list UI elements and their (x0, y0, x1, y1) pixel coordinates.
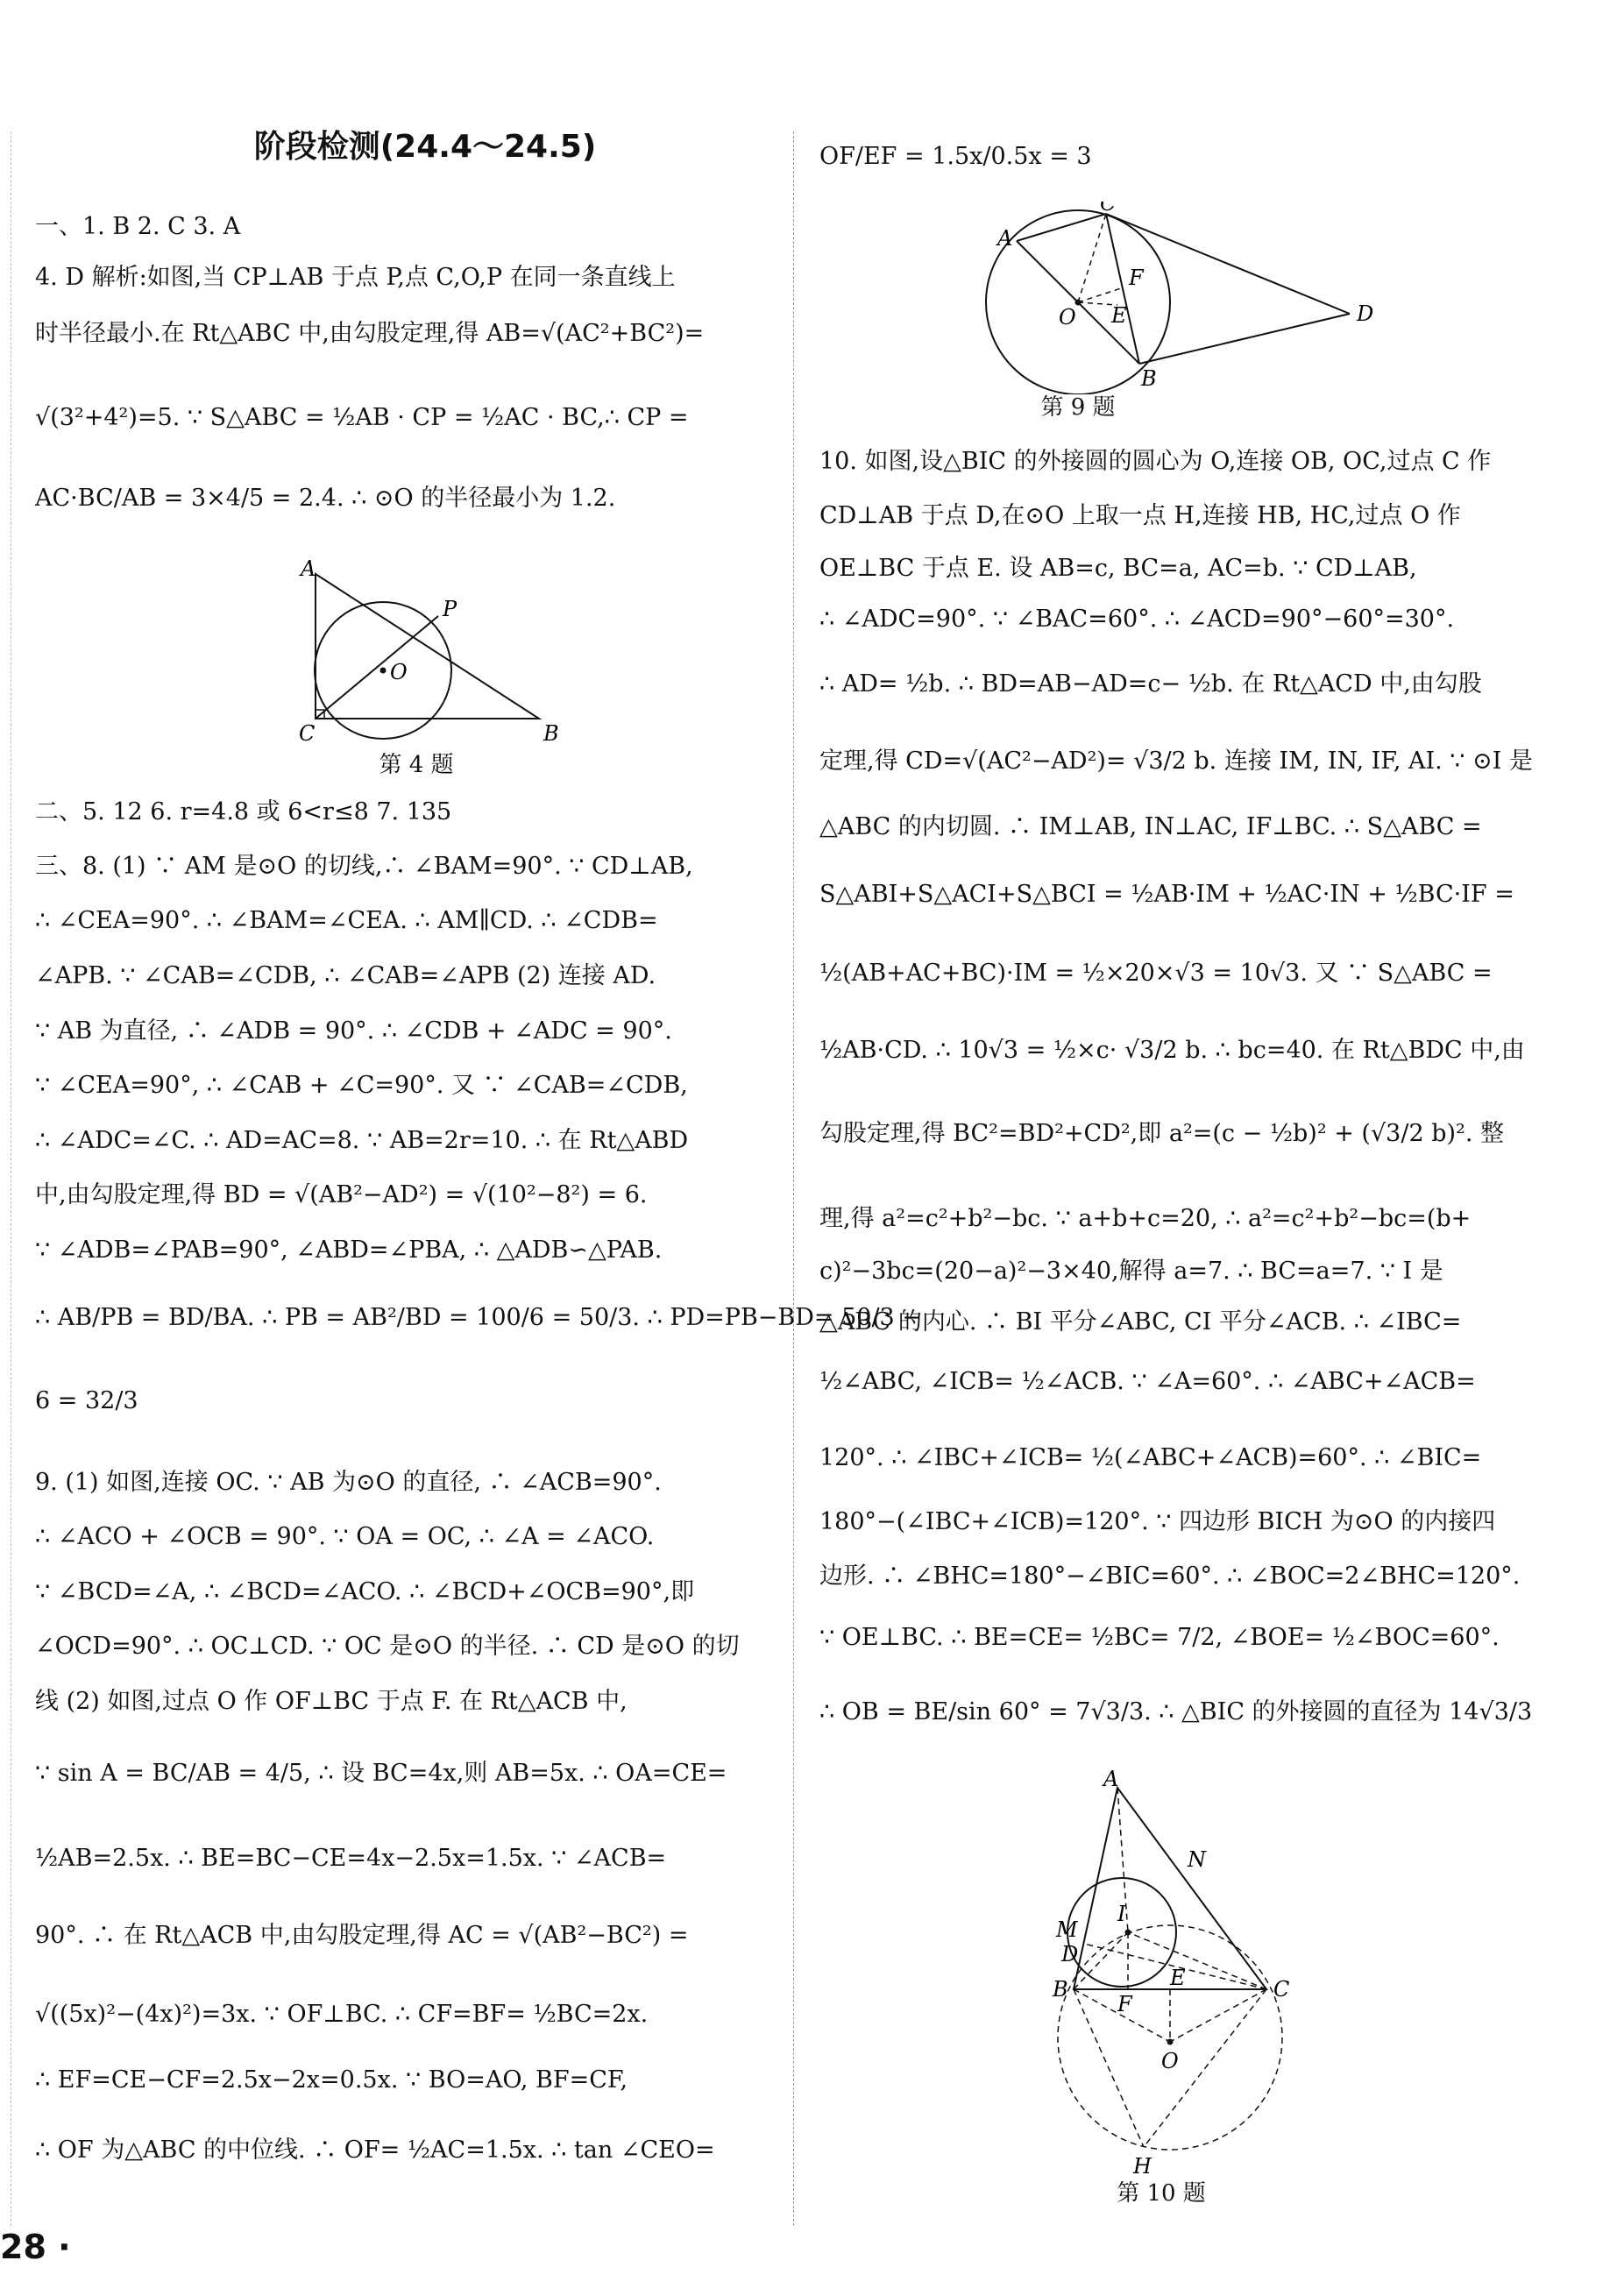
text-line: √(3²+4²)=5. ∵ S△ABC = ½AB · CP = ½AC · BC,∴ CP = (35, 404, 689, 431)
column-divider (793, 131, 794, 2226)
text-line: 时半径最小.在 Rt△ABC 中,由勾股定理,得 AB=√(AC²+BC²)= (35, 320, 705, 347)
point-label: D (1061, 1942, 1079, 1966)
text-line: 二、5. 12 6. r=4.8 或 6<r≤8 7. 135 (35, 798, 452, 826)
figure-caption: 第 4 题 (379, 752, 454, 778)
point-label: F (1129, 266, 1144, 290)
figure-9 (973, 202, 1394, 429)
text-line: AC·BC/AB = 3×4/5 = 2.4. ∴ ⊙O 的半径最小为 1.2. (35, 485, 616, 512)
text-line: 120°. ∴ ∠IBC+∠ICB= ½(∠ABC+∠ACB)=60°. ∴ ∠BIC= (819, 1444, 1482, 1471)
text-line: ∵ AB 为直径, ∴ ∠ADB = 90°. ∴ ∠CDB + ∠ADC = 90°. (35, 1017, 672, 1045)
point-label: B (543, 721, 559, 746)
point-label: E (1170, 1966, 1186, 1990)
text-line: ½(AB+AC+BC)·IM = ½×20×√3 = 10√3. 又 ∵ S△ABC = (819, 960, 1493, 987)
text-line: ∴ EF=CE−CF=2.5x−2x=0.5x. ∵ BO=AO, BF=CF, (35, 2066, 628, 2094)
text-line: ∴ AD= ½b. ∴ BD=AB−AD=c− ½b. 在 Rt△ACD 中,由勾股 (819, 670, 1482, 698)
text-line: △ABC 的内心. ∴ BI 平分∠ABC, CI 平分∠ACB. ∴ ∠IBC= (819, 1308, 1462, 1336)
text-line: √((5x)²−(4x)²)=3x. ∵ OF⊥BC. ∴ CF=BF= ½BC=2x. (35, 2001, 649, 2028)
text-line: ∴ ∠ADC=∠C. ∴ AD=AC=8. ∵ AB=2r=10. ∴ 在 Rt△ABD (35, 1127, 689, 1154)
text-line: ∵ OE⊥BC. ∴ BE=CE= ½BC= 7/2, ∠BOE= ½∠BOC=60°. (819, 1624, 1500, 1651)
page-number: 28 · (0, 2228, 71, 2266)
point-label: F (1117, 1992, 1132, 2016)
text-line: 6 = 32/3 (35, 1387, 138, 1414)
text-line: ∴ ∠ACO + ∠OCB = 90°. ∵ OA = OC, ∴ ∠A = ∠ACO. (35, 1523, 655, 1550)
text-line: ½∠ABC, ∠ICB= ½∠ACB. ∵ ∠A=60°. ∴ ∠ABC+∠ACB= (819, 1368, 1476, 1395)
point-label: E (1111, 303, 1127, 328)
point-label: C (299, 721, 316, 746)
point-label: O (390, 660, 408, 684)
text-line: ∠APB. ∵ ∠CAB=∠CDB, ∴ ∠CAB=∠APB (2) 连接 AD. (35, 962, 656, 989)
text-line: ∠OCD=90°. ∴ OC⊥CD. ∵ OC 是⊙O 的半径. ∴ CD 是⊙O 的切 (35, 1633, 740, 1660)
point-label: I (1117, 1902, 1126, 1926)
point-label: B (1053, 1977, 1068, 2002)
text-line: ∴ ∠CEA=90°. ∴ ∠BAM=∠CEA. ∴ AM∥CD. ∴ ∠CDB= (35, 907, 658, 934)
text-line: 9. (1) 如图,连接 OC. ∵ AB 为⊙O 的直径, ∴ ∠ACB=90°. (35, 1469, 662, 1496)
text-line: ∴ ∠ADC=90°. ∵ ∠BAC=60°. ∴ ∠ACD=90°−60°=30°. (819, 606, 1455, 633)
point-label: C (1273, 1977, 1290, 2002)
page-title: 阶段检测(24.4～24.5) (253, 129, 597, 165)
text-line: 边形. ∴ ∠BHC=180°−∠BIC=60°. ∴ ∠BOC=2∠BHC=120°. (819, 1563, 1521, 1590)
text-line: 4. D 解析:如图,当 CP⊥AB 于点 P,点 C,O,P 在同一条直线上 (35, 264, 676, 291)
text-line: CD⊥AB 于点 D,在⊙O 上取一点 H,连接 HB, HC,过点 O 作 (819, 502, 1461, 529)
figure-4-diagram (276, 556, 592, 749)
text-line: 三、8. (1) ∵ AM 是⊙O 的切线,∴ ∠BAM=90°. ∵ CD⊥AB, (35, 853, 693, 880)
text-line: ∵ ∠BCD=∠A, ∴ ∠BCD=∠ACO. ∴ ∠BCD+∠OCB=90°,即 (35, 1578, 695, 1605)
figure-10 (1030, 1770, 1345, 2226)
text-line: 中,由勾股定理,得 BD = √(AB²−AD²) = √(10²−8²) = 6. (35, 1181, 648, 1208)
text-line: 线 (2) 如图,过点 O 作 OF⊥BC 于点 F. 在 Rt△ACB 中, (35, 1688, 628, 1715)
point-label: P (443, 597, 457, 621)
text-line: c)²−3bc=(20−a)²−3×40,解得 a=7. ∴ BC=a=7. ∵ I 是 (819, 1258, 1443, 1285)
point-label: O (1161, 2049, 1179, 2073)
text-line: ∴ OB = BE/sin 60° = 7√3/3. ∴ △BIC 的外接圆的直径为 14√3/3 (819, 1698, 1533, 1726)
text-line: ∴ OF 为△ABC 的中位线. ∴ OF= ½AC=1.5x. ∴ tan ∠CEO= (35, 2137, 715, 2164)
text-line: ∵ ∠ADB=∠PAB=90°, ∠ABD=∠PBA, ∴ △ADB∽△PAB. (35, 1237, 663, 1264)
text-line: 理,得 a²=c²+b²−bc. ∵ a+b+c=20, ∴ a²=c²+b²−bc=(b+ (819, 1205, 1472, 1232)
point-label: B (1141, 366, 1157, 391)
text-line: 90°. ∴ 在 Rt△ACB 中,由勾股定理,得 AC = √(AB²−BC²) = (35, 1922, 689, 1949)
point-label: M (1056, 1917, 1078, 1942)
text-line: ½AB·CD. ∴ 10√3 = ½×c· √3/2 b. ∴ bc=40. 在 Rt△BDC 中,由 (819, 1037, 1525, 1064)
text-line: ∴ AB/PB = BD/BA. ∴ PB = AB²/BD = 100/6 = 50/3. ∴ PD=PB−BD= 50/3 − (35, 1304, 922, 1331)
point-label: O (1059, 305, 1076, 330)
point-label: A (1103, 1770, 1119, 1791)
figure-10-diagram (1030, 1770, 1345, 2182)
text-line: 180°−(∠IBC+∠ICB)=120°. ∵ 四边形 BICH 为⊙O 的内接四 (819, 1508, 1496, 1535)
figure-4 (276, 556, 592, 802)
text-line: 10. 如图,设△BIC 的外接圆的圆心为 O,连接 OB, OC,过点 C 作 (819, 448, 1492, 475)
figure-caption: 第 10 题 (1117, 2180, 1206, 2207)
text-line: ∵ sin A = BC/AB = 4/5, ∴ 设 BC=4x,则 AB=5x. ∴ OA=CE= (35, 1760, 727, 1787)
point-label: A (301, 556, 316, 581)
point-label: D (1357, 301, 1374, 326)
point-label: H (1133, 2154, 1152, 2179)
point-label: A (997, 226, 1013, 251)
text-line: 勾股定理,得 BC²=BD²+CD²,即 a²=(c − ½b)² + (√3/2 b)². 整 (819, 1120, 1505, 1147)
figure-9-diagram (973, 202, 1394, 394)
text-line: OE⊥BC 于点 E. 设 AB=c, BC=a, AC=b. ∵ CD⊥AB, (819, 555, 1417, 582)
text-line: S△ABI+S△ACI+S△BCI = ½AB·IM + ½AC·IN + ½BC·IF = (819, 881, 1514, 908)
text-line: OF/EF = 1.5x/0.5x = 3 (819, 143, 1092, 170)
text-line: 定理,得 CD=√(AC²−AD²)= √3/2 b. 连接 IM, IN, IF, AI. ∵ ⊙I 是 (819, 748, 1533, 775)
point-label: C (1100, 202, 1117, 216)
text-line: 一、1. B 2. C 3. A (35, 213, 241, 240)
point-label: N (1188, 1847, 1206, 1872)
text-line: ½AB=2.5x. ∴ BE=BC−CE=4x−2.5x=1.5x. ∵ ∠ACB= (35, 1845, 667, 1872)
text-line: ∵ ∠CEA=90°, ∴ ∠CAB + ∠C=90°. 又 ∵ ∠CAB=∠CDB, (35, 1072, 688, 1099)
figure-caption: 第 9 题 (1040, 394, 1116, 421)
text-line: △ABC 的内切圆. ∴ IM⊥AB, IN⊥AC, IF⊥BC. ∴ S△ABC = (819, 813, 1482, 840)
